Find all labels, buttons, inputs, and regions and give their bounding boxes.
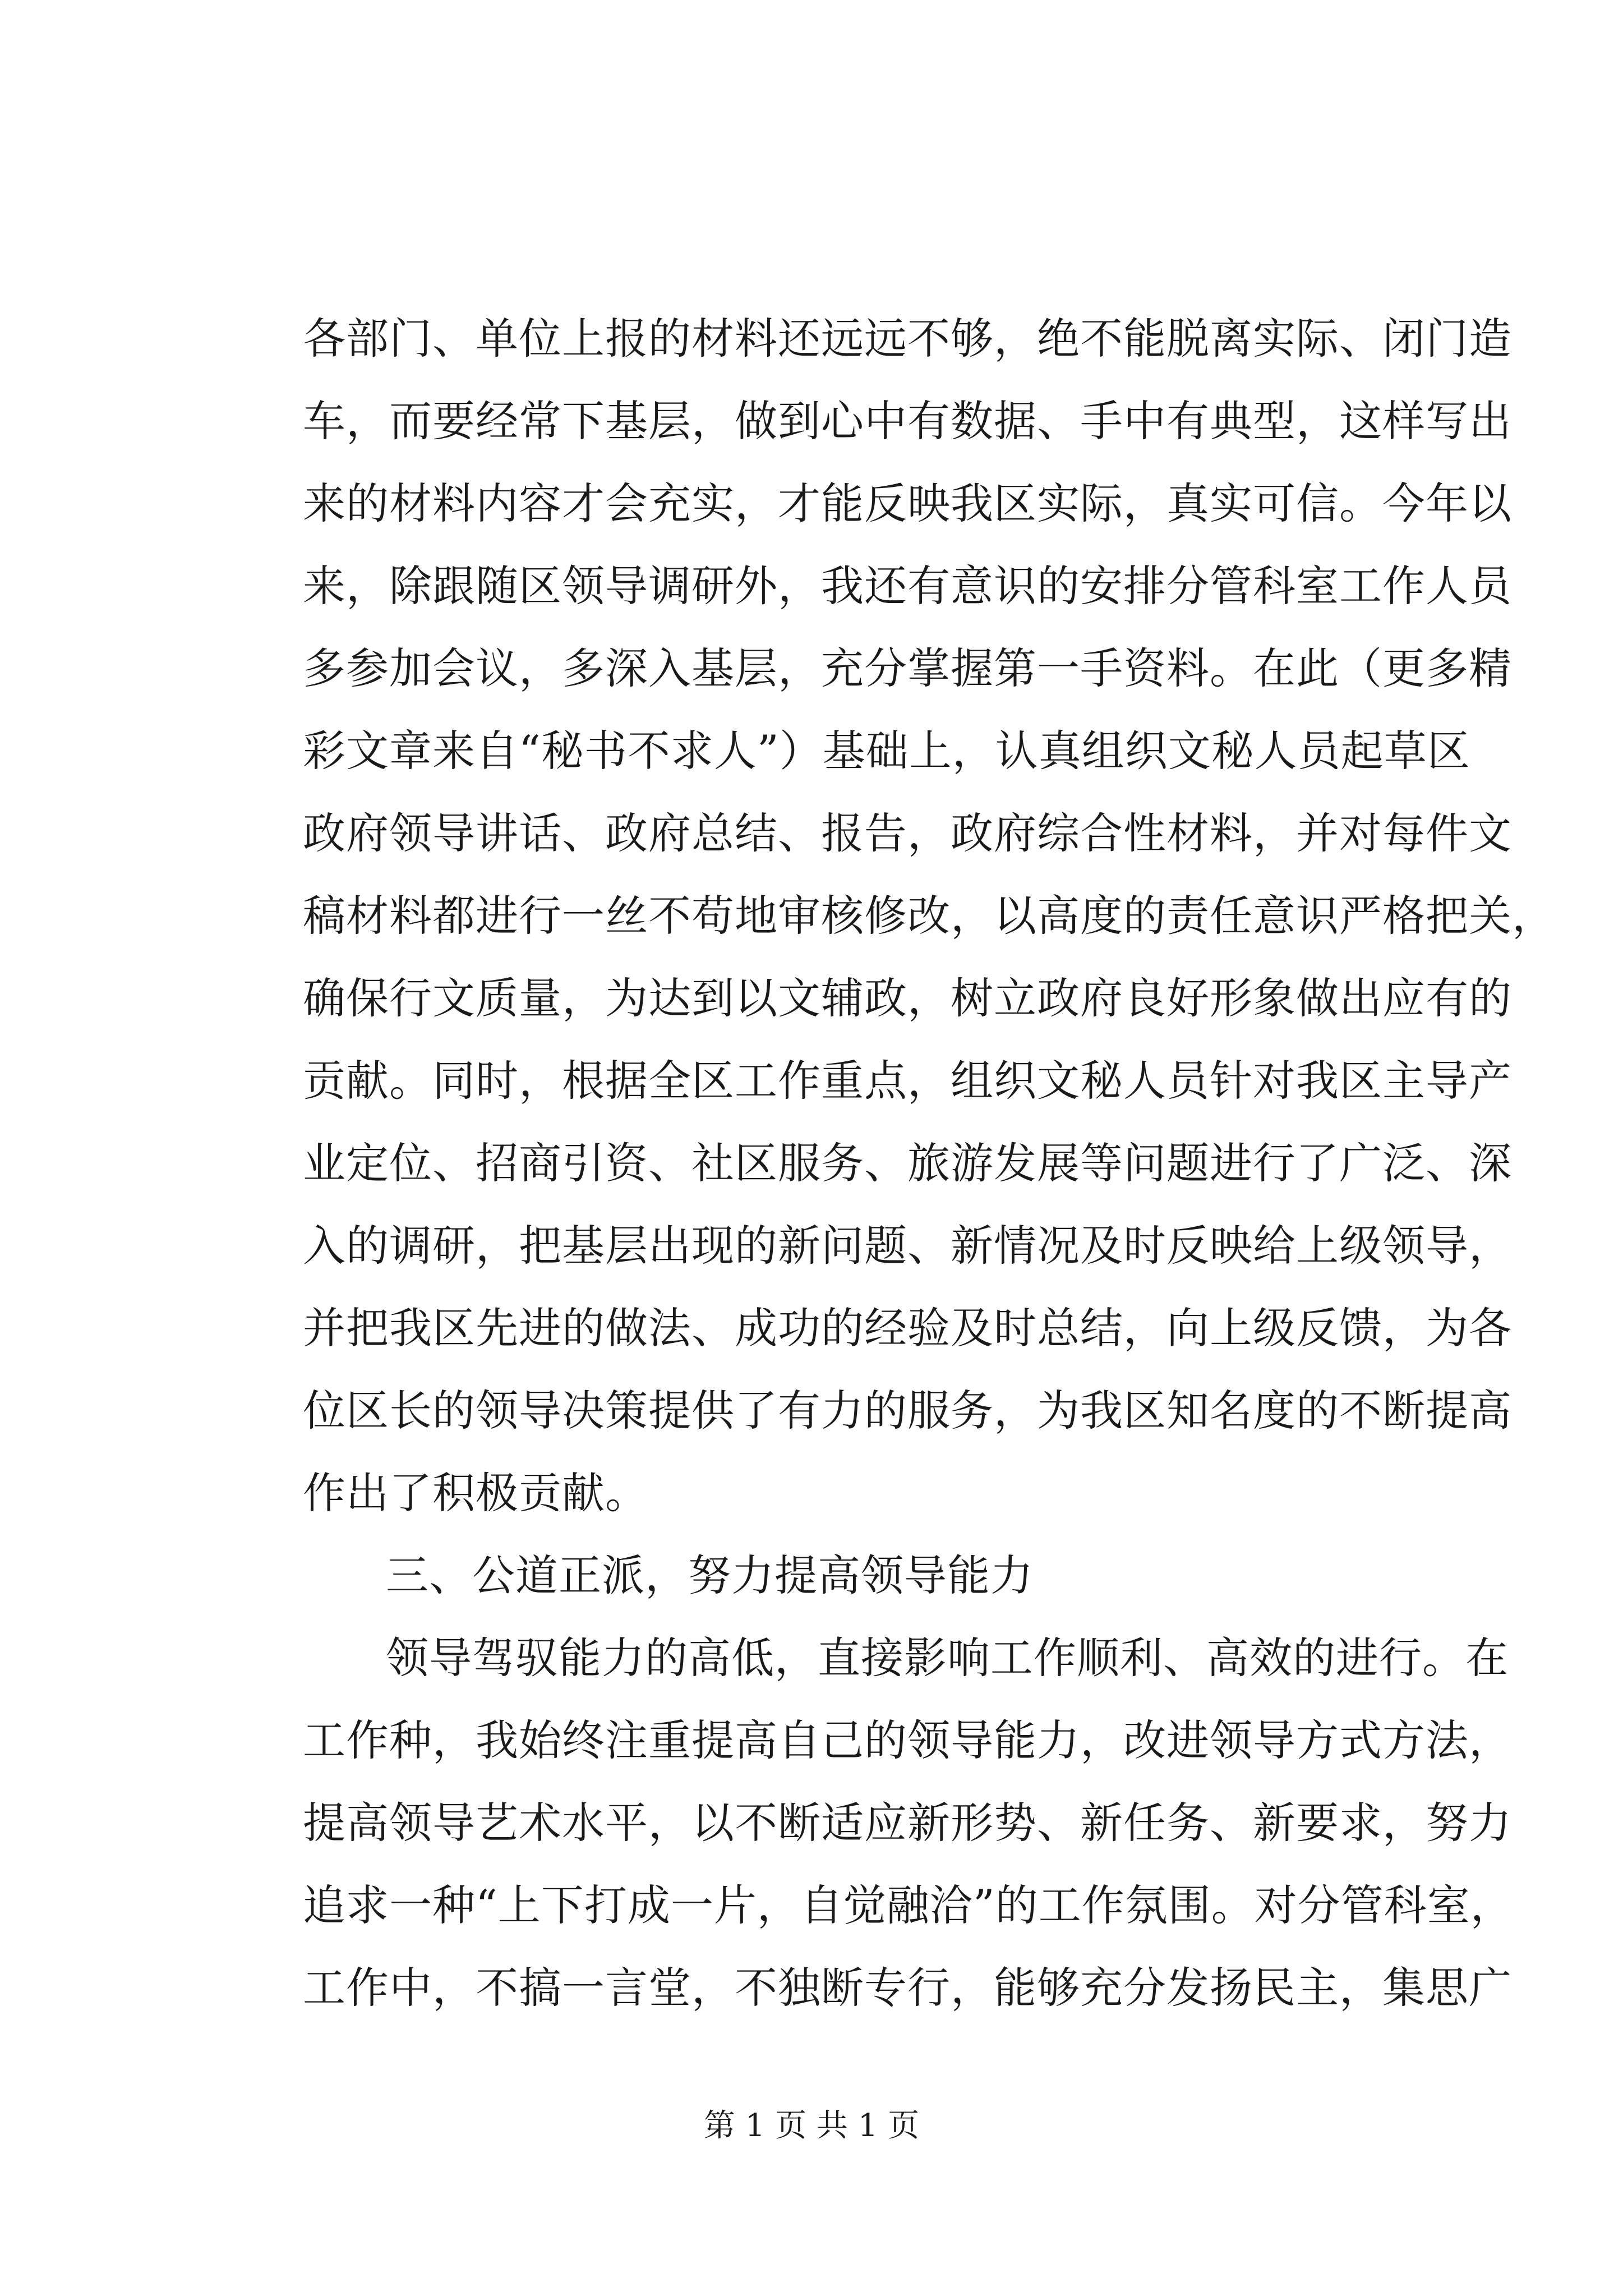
paragraph-line: 位区长的领导决策提供了有力的服务，为我区知名度的不断提高 xyxy=(303,1386,1512,1435)
paragraph-line: 业定位、招商引资、社区服务、旅游发展等问题进行了广泛、深 xyxy=(303,1138,1512,1188)
paragraph-line: 来，除跟随区领导调研外，我还有意识的安排分管科室工作人员 xyxy=(303,561,1512,611)
paragraph-line: 彩文章来自“秘书不求人”）基础上，认真组织文秘人员起草区 xyxy=(303,726,1470,776)
section-heading: 三、公道正派，努力提高领导能力 xyxy=(386,1550,1034,1600)
paragraph-line: 来的材料内容才会充实，才能反映我区实际，真实可信。今年以 xyxy=(303,478,1512,528)
page-number-footer: 第 1 页 共 1 页 xyxy=(703,2108,920,2144)
paragraph-line: 贡献。同时，根据全区工作重点，组织文秘人员针对我区主导产 xyxy=(303,1056,1512,1106)
paragraph-line: 并把我区先进的做法、成功的经验及时总结，向上级反馈，为各 xyxy=(303,1303,1512,1353)
paragraph-first-line: 领导驾驭能力的高低，直接影响工作顺利、高效的进行。在 xyxy=(386,1633,1509,1683)
paragraph-line: 稿材料都进行一丝不苟地审核修改，以高度的责任意识严格把关， xyxy=(303,891,1555,941)
paragraph-line: 工作中，不搞一言堂，不独断专行，能够充分发扬民主，集思广 xyxy=(303,1963,1512,2013)
paragraph-line: 车，而要经常下基层，做到心中有数据、手中有典型，这样写出 xyxy=(303,396,1512,446)
paragraph-line: 工作种，我始终注重提高自己的领导能力，改进领导方式方法， xyxy=(303,1715,1512,1765)
paragraph-line: 各部门、单位上报的材料还远远不够，绝不能脱离实际、闭门造 xyxy=(303,314,1512,364)
paragraph-last-line: 作出了积极贡献。 xyxy=(303,1468,648,1518)
paragraph-line: 确保行文质量，为达到以文辅政，树立政府良好形象做出应有的 xyxy=(303,973,1512,1023)
document-body xyxy=(303,297,1555,2029)
paragraph-line: 多参加会议，多深入基层，充分掌握第一手资料。在此（更多精 xyxy=(303,643,1512,693)
paragraph-line: 提高领导艺术水平，以不断适应新形势、新任务、新要求，努力 xyxy=(303,1798,1512,1848)
paragraph-line: 入的调研，把基层出现的新问题、新情况及时反映给上级领导， xyxy=(303,1221,1512,1271)
paragraph-line: 追求一种“上下打成一片，自觉融洽”的工作氛围。对分管科室， xyxy=(303,1880,1514,1930)
paragraph-line: 政府领导讲话、政府总结、报告，政府综合性材料，并对每件文 xyxy=(303,808,1512,858)
